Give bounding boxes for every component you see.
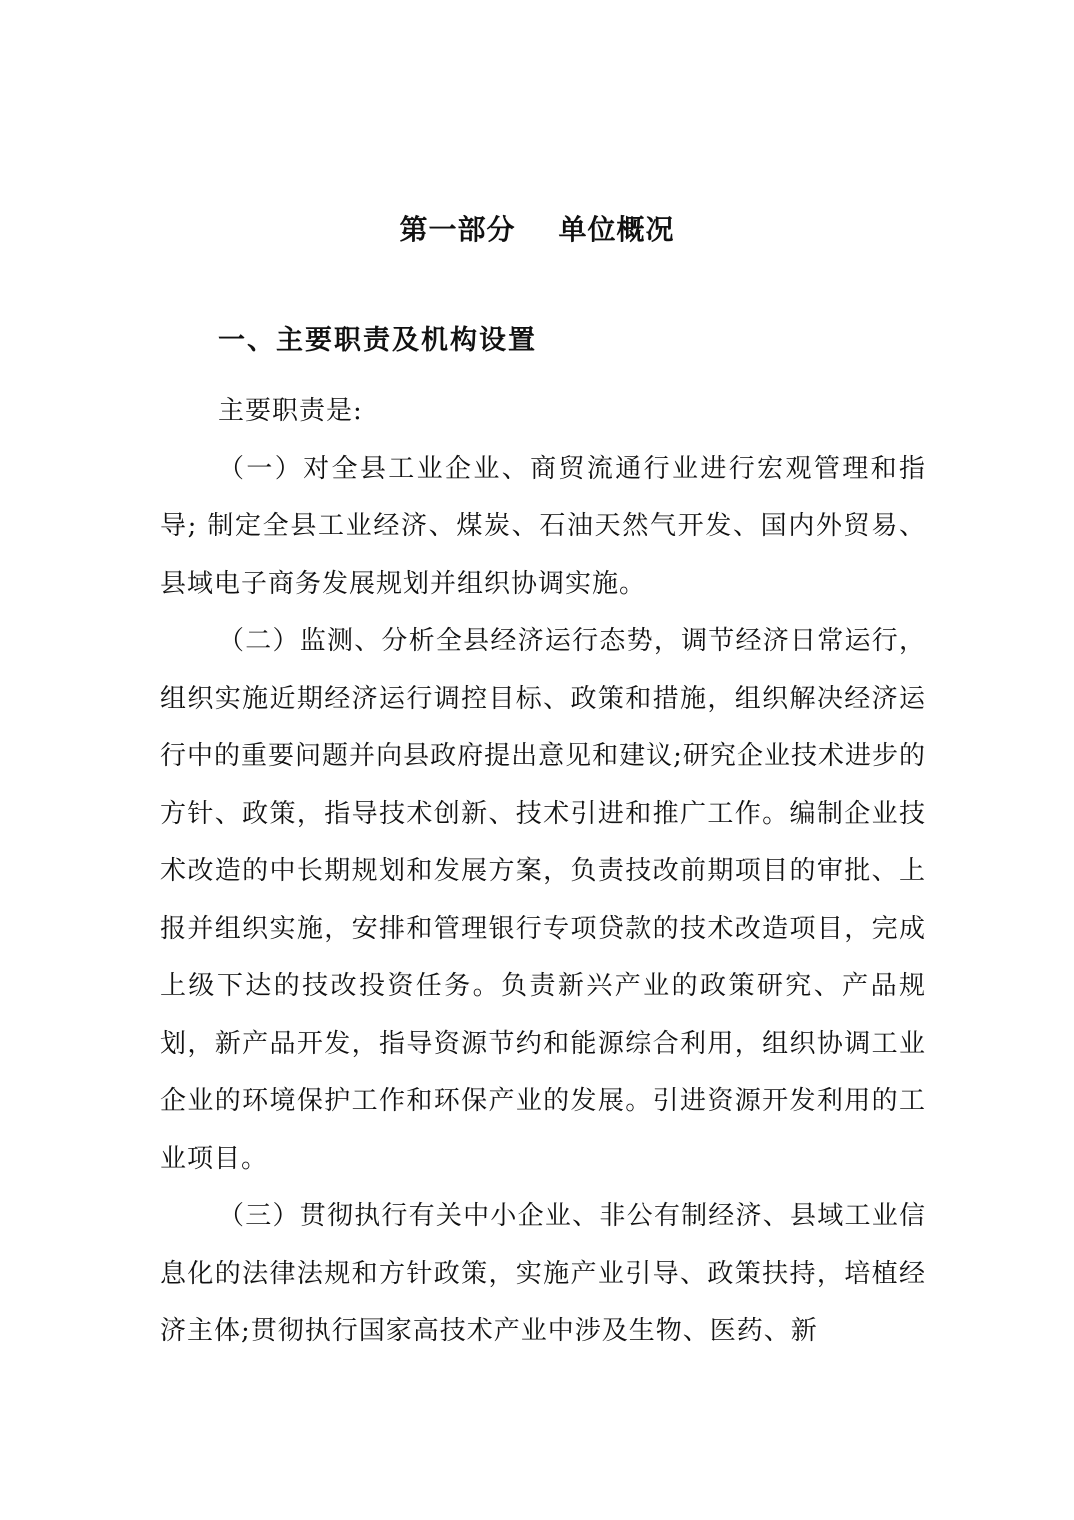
paragraph-duties-intro: 主要职责是: [218,396,363,426]
paragraph-duty-1: （一）对全县工业企业、商贸流通行业进行宏观管理和指导; 制定全县工业经济、煤炭、石油天然气开发、国内外贸易、县域电子商务发展规划并组织协调实施。 [160,453,926,599]
paragraph-duty-2: （二）监测、分析全县经济运行态势，调节经济日常运行，组织实施近期经济运行调控目标、政策和措施，组织解决经济运行中的重要问题并向县政府提出意见和建议;研究企业技术进步的方针、政策，指导技术创新、技术引进和推广工作。编制企业技术改造的中长期规划和发展方案，负责技改前期项目的审批、上报并组织实施，安排和管理银行专项贷款的技术改造项目，完成上级下达的技改投资任务。负责新兴产业的政策研究、产品规划，新产品开发，指导资源节约和能源综合利用，组织协调工业企业的环境保护工作和环保产业的发展。引进资源开发利用的工业项目。 [160,626,926,1174]
paragraph-duty-3: （三）贯彻执行有关中小企业、非公有制经济、县域工业信息化的法律法规和方针政策，实施产业引导、政策扶持，培植经济主体;贯彻执行国家高技术产业中涉及生物、医药、新 [160,1201,926,1346]
section-heading: 一、主要职责及机构设置 [218,325,537,356]
part-title: 第一部分 单位概况 [399,213,675,246]
body-text [160,383,926,1361]
